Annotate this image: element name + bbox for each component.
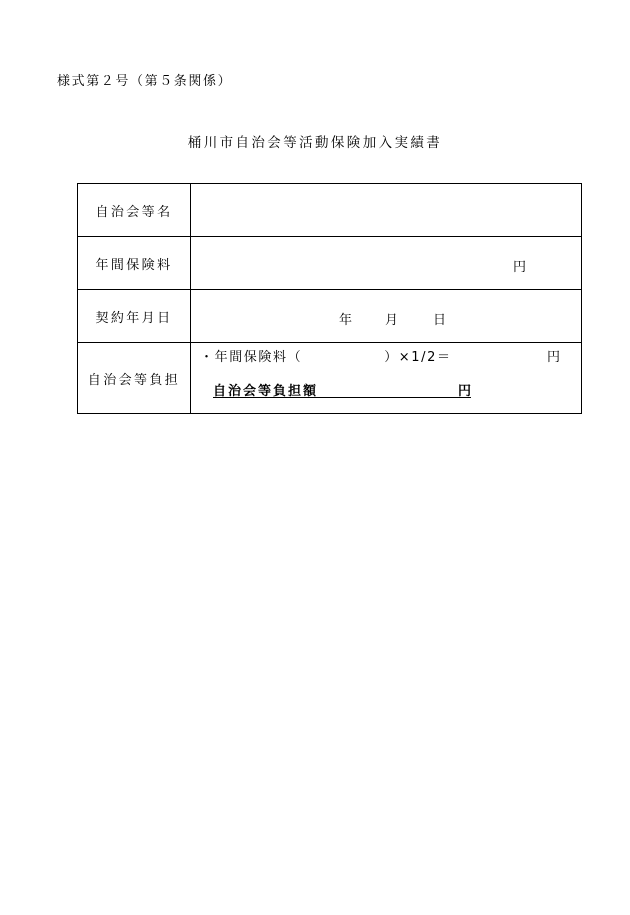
day-unit: 日 [433,313,447,328]
contract-date-label: 契約年月日 [78,290,191,343]
annual-premium-unit: 円 [513,260,527,275]
year-unit: 年 [339,313,353,328]
share-amount-unit: 円 [457,384,471,399]
month-unit: 月 [385,313,399,328]
premium-calc-suffix: ）×1/2＝ [384,350,452,365]
association-share-field[interactable] [191,343,582,414]
table-row [78,290,582,343]
annual-premium-field[interactable] [191,237,582,290]
insurance-record-table [77,183,582,414]
premium-calc-prefix: ・年間保険料（ [200,350,303,365]
contract-date-field[interactable] [191,290,582,343]
premium-calc-unit: 円 [547,350,561,365]
form-number: 様式第２号（第５条関係） [57,74,233,89]
table-row [78,237,582,290]
share-amount-line [213,380,471,398]
document-title: 桶川市自治会等活動保険加入実績書 [187,135,443,151]
premium-calc-line [200,346,452,365]
association-name-field[interactable] [191,184,582,237]
table-row [78,343,582,414]
association-share-label: 自治会等負担 [78,343,191,414]
share-amount-label: 自治会等負担額 [213,384,319,399]
association-name-label: 自治会等名 [78,184,191,237]
annual-premium-label: 年間保険料 [78,237,191,290]
table-row [78,184,582,237]
